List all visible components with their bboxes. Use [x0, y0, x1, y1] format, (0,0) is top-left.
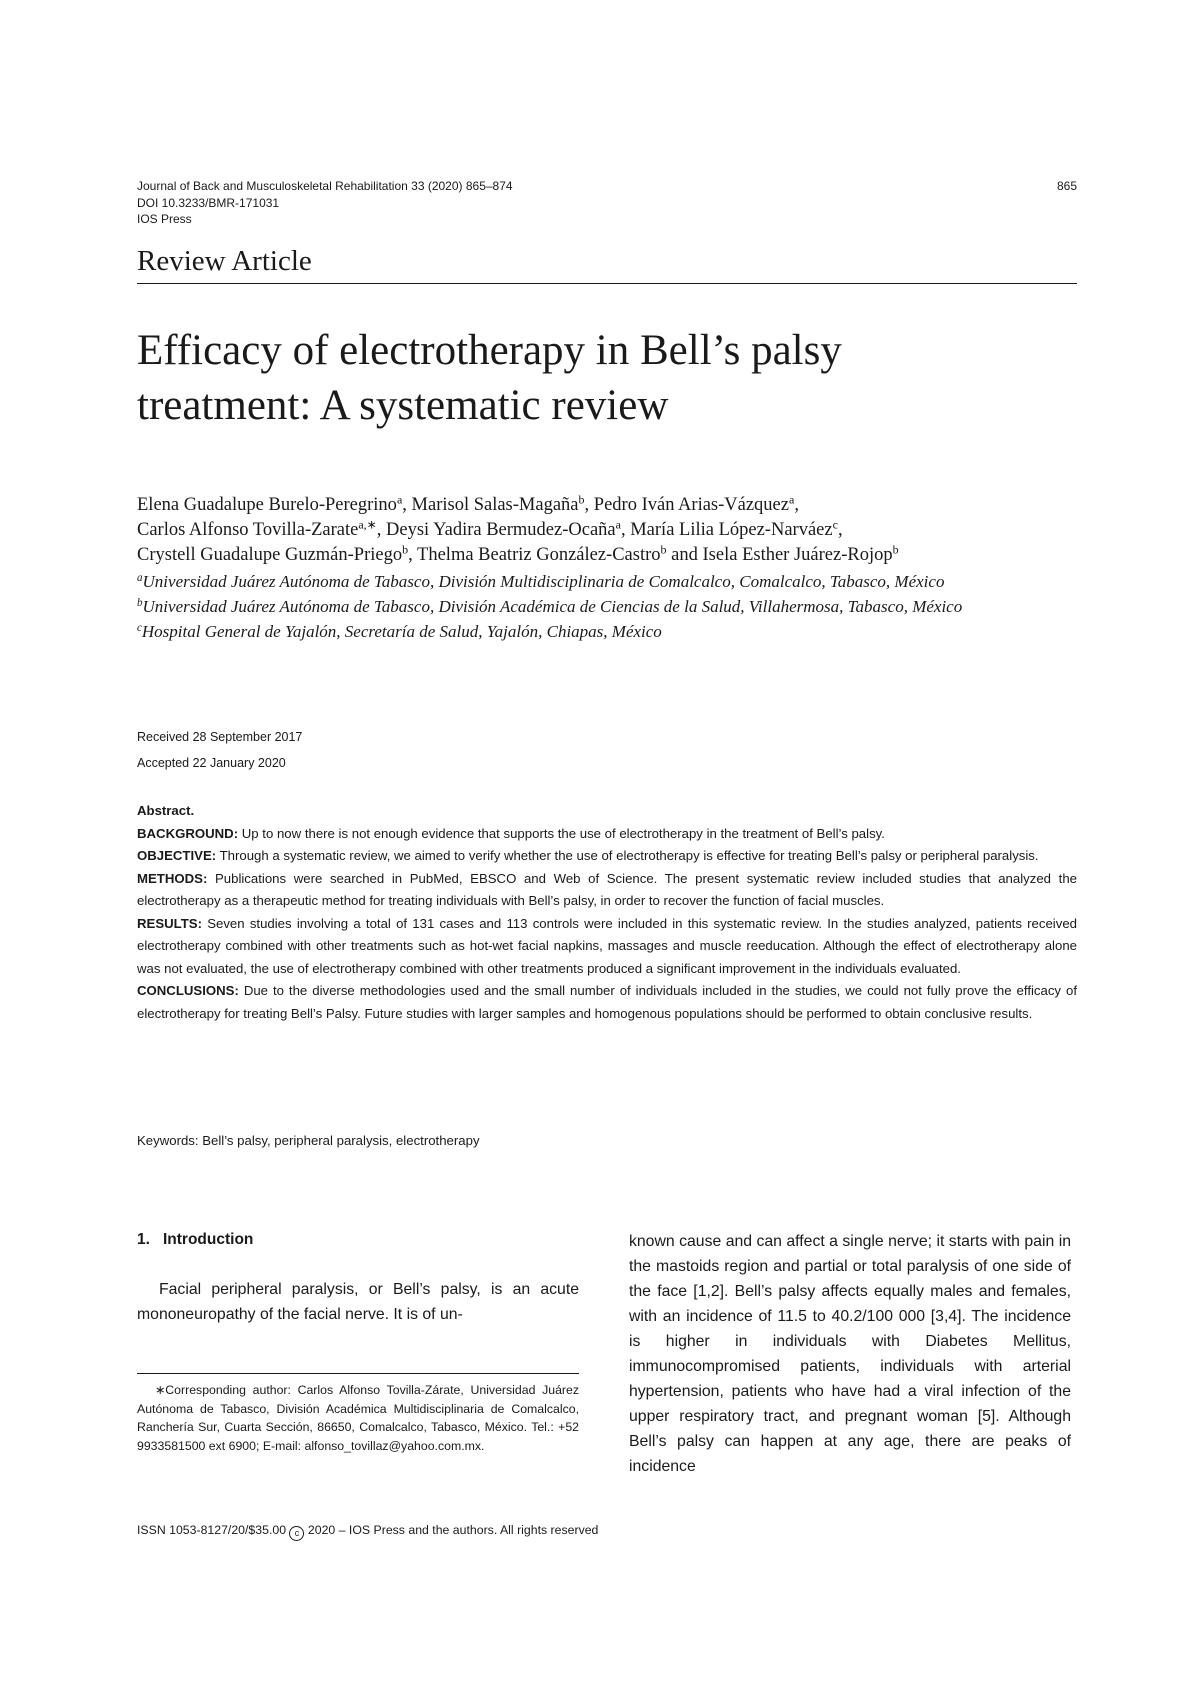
author-list	[137, 493, 1097, 568]
article-type: Review Article	[137, 245, 312, 277]
corresponding-author-footnote: ∗Corresponding author: Carlos Alfonso Tovilla-Zárate, Universidad Juárez Autónoma de Tabasco, División Académica Multidisciplinaria de Comalcalco, Ranchería Sur, Cuarta Sección, 86650, Comalcalco, Tabasco, México. Tel.: +52 9933581500 ext 6900; E-mail: alfonso_tovillaz@yahoo.com.mx.	[137, 1383, 579, 1453]
abstract-background	[137, 823, 1077, 846]
copyright-text: 2020 – IOS Press and the authors. All rights reserved	[307, 1523, 599, 1537]
author-line	[137, 493, 1097, 518]
header-rule	[137, 283, 1077, 284]
abstract-background-text: Up to now there is not enough evidence that supports the use of electrotherapy in the treatment of Bell’s palsy.	[241, 825, 885, 841]
introduction-paragraph-col2: known cause and can affect a single nerve; it starts with pain in the mastoids region and partial or total paralysis of one side of the face [1,2]. Bell’s palsy affects equally males and females, with an incidence of 11.5 to 40.2/100 000 [3,4]. The incidence is higher in individuals with Diabetes Mellitus, immunocompromised patients, individuals with arterial hypertension, patients who have had a viral infection of the upper respiratory tract, and pregnant woman [5]. Although Bell’s palsy can happen at any age, there are peaks of incidence	[629, 1233, 1071, 1475]
affiliation-text: Hospital General de Yajalón, Secretaría de Salud, Yajalón, Chiapas, México	[141, 622, 662, 641]
author-affiliation-mark: b	[660, 542, 667, 557]
abstract-conclusions	[137, 980, 1077, 1025]
author-name: Thelma Beatriz González-Castro	[417, 545, 661, 565]
page-number: 865	[1056, 179, 1077, 193]
author-affiliation-mark: b	[578, 492, 585, 507]
abstract-objective	[137, 845, 1077, 868]
abstract-conclusions-label: CONCLUSIONS:	[137, 983, 239, 998]
author-separator: ,	[794, 495, 799, 515]
author-name: María Lilia López-Narváez	[630, 520, 833, 540]
author-affiliation-mark: a,∗	[358, 517, 377, 532]
abstract	[137, 800, 1077, 1025]
section-heading-introduction	[137, 1230, 253, 1250]
paper-title	[137, 323, 1077, 433]
title-line-2: treatment: A systematic review	[137, 382, 669, 429]
author-affiliation-mark: b	[892, 542, 899, 557]
title-line-1: Efficacy of electrotherapy in Bell’s palsy	[137, 327, 842, 374]
introduction-paragraph-col1: Facial peripheral paralysis, or Bell’s palsy, is an acute mononeuropathy of the facial nerve. It is of un-	[137, 1281, 579, 1323]
affiliation-text: Universidad Juárez Autónoma de Tabasco, División Multidisciplinaria de Comalcalco, Comalcalco, Tabasco, México	[142, 572, 945, 591]
author-affiliation-mark: b	[402, 542, 409, 557]
affiliation-text: Universidad Juárez Autónoma de Tabasco, División Académica de Ciencias de la Salud, Villahermosa, Tabasco, México	[142, 597, 963, 616]
abstract-results-text: Seven studies involving a total of 131 cases and 113 controls were included in this systematic review. In the studies analyzed, patients received electrotherapy combined with other treatments such as hot-wet facial napkins, massages and muscle reeducation. Although the effect of electrotherapy alone was not evaluated, the use of electrotherapy combined with other treatments produced a significant improvement in the individuals evaluated.	[137, 915, 1077, 976]
affiliation-list	[137, 569, 1097, 644]
author-name: Isela Esther Juárez-Rojop	[702, 545, 893, 565]
abstract-methods-text: Publications were searched in PubMed, EBSCO and Web of Science. The present systematic review included studies that analyzed the electrotherapy as a therapeutic method for treating individuals with Bell’s palsy, in order to recover the function of facial muscles.	[137, 870, 1077, 908]
author-affiliation-mark: a	[788, 492, 795, 507]
copyright-icon: c	[289, 1526, 304, 1541]
affiliation	[137, 569, 1097, 594]
article-dates	[137, 724, 302, 776]
abstract-objective-text: Through a systematic review, we aimed to verify whether the use of electrotherapy is effective for treating Bell’s palsy or peripheral paralysis.	[219, 848, 1039, 863]
author-separator: ,	[584, 495, 594, 515]
abstract-methods-label: METHODS:	[137, 870, 208, 886]
abstract-methods	[137, 868, 1077, 913]
affiliation-mark: c	[137, 621, 142, 634]
author-separator: ,	[376, 520, 386, 540]
author-separator: ,	[837, 520, 843, 540]
journal-doi: DOI 10.3233/BMR-171031	[137, 195, 280, 210]
author-affiliation-mark: c	[832, 517, 838, 532]
keywords: Keywords: Bell’s palsy, peripheral paralysis, electrotherapy	[137, 1133, 480, 1148]
abstract-heading: Abstract.	[137, 803, 195, 818]
journal-publisher: IOS Press	[137, 212, 192, 226]
author-name: Carlos Alfonso Tovilla-Zarate	[137, 520, 359, 540]
received-date: Received 28 September 2017	[137, 730, 303, 744]
author-affiliation-mark: a	[615, 517, 621, 532]
author-name: Marisol Salas-Magaña	[411, 495, 579, 515]
issn: ISSN 1053-8127/20/$35.00	[137, 1523, 287, 1537]
abstract-results-label: RESULTS:	[137, 915, 202, 931]
affiliation-mark: a	[137, 571, 143, 584]
author-name: Elena Guadalupe Burelo-Peregrino	[137, 495, 397, 515]
author-separator: ,	[402, 495, 412, 515]
abstract-results	[137, 913, 1077, 981]
accepted-date: Accepted 22 January 2020	[137, 756, 286, 770]
author-separator: ,	[620, 520, 631, 540]
affiliation-mark: b	[137, 596, 143, 609]
footnote-rule	[137, 1373, 579, 1374]
abstract-background-label: BACKGROUND:	[137, 825, 239, 841]
author-name: Pedro Iván Arias-Vázquez	[593, 495, 789, 515]
author-affiliation-mark: a	[396, 492, 403, 507]
author-separator: ,	[408, 545, 418, 565]
affiliation	[137, 619, 1097, 644]
abstract-objective-label: OBJECTIVE:	[137, 848, 217, 863]
section-title: Introduction	[163, 1231, 254, 1248]
author-separator: and	[666, 545, 703, 565]
abstract-conclusions-text: Due to the diverse methodologies used and the small number of individuals included in the studies, we could not fully prove the efficacy of electrotherapy for treating Bell’s Palsy. Future studies with larger samples and homogenous populations should be performed to obtain conclusive results.	[137, 983, 1077, 1021]
author-name: Deysi Yadira Bermudez-Ocaña	[386, 520, 616, 540]
author-name: Crystell Guadalupe Guzmán-Priego	[137, 545, 403, 565]
copyright-line	[137, 1522, 598, 1541]
section-number: 1.	[137, 1231, 150, 1248]
journal-header	[137, 178, 1077, 228]
author-line	[137, 518, 1097, 543]
author-line	[137, 543, 1097, 568]
affiliation	[137, 594, 1097, 619]
journal-citation: Journal of Back and Musculoskeletal Rehabilitation 33 (2020) 865–874	[137, 179, 513, 193]
